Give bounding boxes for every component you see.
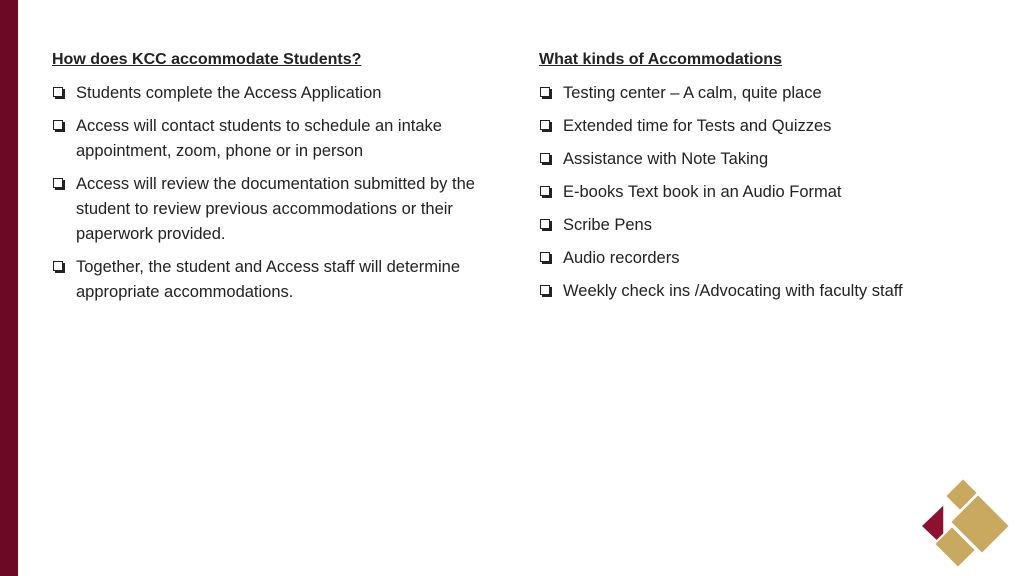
list-item-text: E-books Text book in an Audio Format: [563, 183, 842, 201]
list-item: [539, 180, 979, 205]
list-item-text: Audio recorders: [563, 249, 680, 267]
list-item-text: Weekly check ins /Advocating with faculty staff: [563, 282, 903, 300]
list-item-text: Extended time for Tests and Quizzes: [563, 117, 832, 135]
list-item: [539, 246, 979, 271]
kcc-logo-icon: [918, 476, 1014, 572]
right-bullet-list: [539, 81, 979, 304]
list-item: [52, 172, 492, 247]
left-column-heading: How does KCC accommodate Students?: [52, 51, 362, 68]
checkbox-icon: [53, 261, 63, 271]
left-column: [52, 48, 492, 313]
left-bullet-list: [52, 81, 492, 305]
right-column: [539, 48, 979, 312]
checkbox-icon: [540, 219, 550, 229]
list-item: [539, 81, 979, 106]
checkbox-icon: [540, 87, 550, 97]
list-item-text: Access will review the documentation submitted by the student to review previous accommodations or their paperwork provided.: [76, 175, 475, 243]
list-item: [539, 279, 979, 304]
list-item-text: Together, the student and Access staff will determine appropriate accommodations.: [76, 258, 461, 301]
list-item: [539, 147, 979, 172]
list-item-text: Scribe Pens: [563, 216, 652, 234]
list-item: [539, 213, 979, 238]
checkbox-icon: [53, 120, 63, 130]
checkbox-icon: [53, 178, 63, 188]
list-item-text: Assistance with Note Taking: [563, 150, 769, 168]
checkbox-icon: [540, 252, 550, 262]
list-item: [539, 114, 979, 139]
checkbox-icon: [540, 186, 550, 196]
list-item: [52, 114, 492, 164]
list-item-text: Access will contact students to schedule an intake appointment, zoom, phone or in person: [76, 117, 442, 160]
accent-side-bar: [0, 0, 18, 576]
list-item-text: Testing center – A calm, quite place: [563, 84, 822, 102]
checkbox-icon: [540, 153, 550, 163]
list-item: [52, 255, 492, 305]
checkbox-icon: [540, 120, 550, 130]
list-item: [52, 81, 492, 106]
checkbox-icon: [540, 285, 550, 295]
right-column-heading: What kinds of Accommodations: [539, 51, 782, 68]
list-item-text: Students complete the Access Application: [76, 84, 382, 102]
checkbox-icon: [53, 87, 63, 97]
